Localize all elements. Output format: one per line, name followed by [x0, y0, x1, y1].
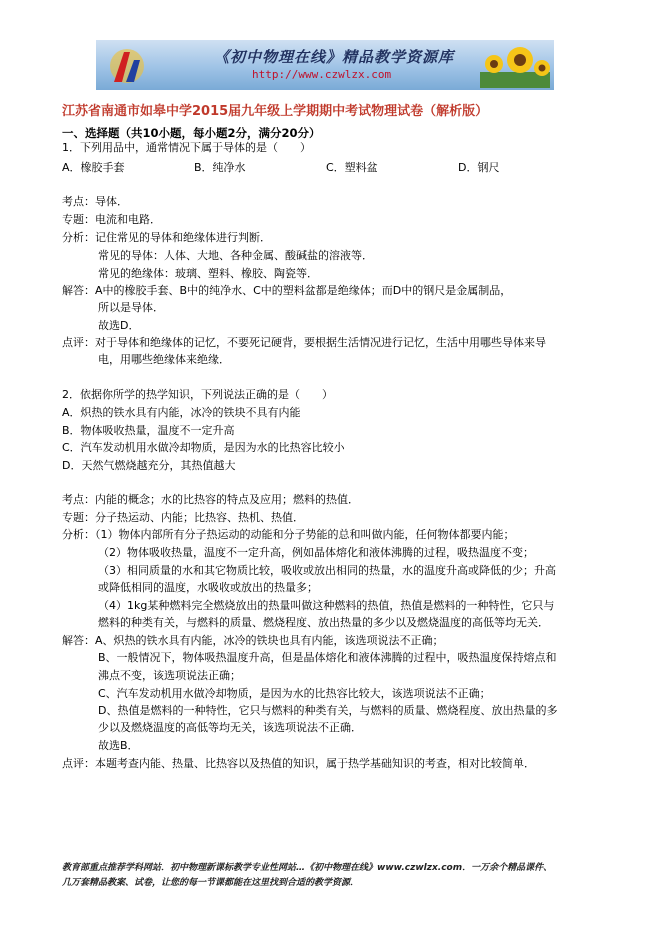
q1-fenxi-line: 常见的导体：人体、大地、各种金属、酸碱盐的溶液等．	[98, 249, 373, 262]
q2-option-a: A．炽热的铁水具有内能，冰冷的铁块不具有内能	[62, 406, 301, 419]
q2-fenxi-line: 或降低相同的温度，水吸收或放出的热量多；	[98, 581, 318, 594]
q1-dianping-line: 点评：对于导体和绝缘体的记忆，不要死记硬背，要根据生活情况进行记忆，生活中用哪些导体来导	[62, 336, 546, 349]
q2-option-b: B．物体吸收热量，温度不一定升高	[62, 424, 235, 437]
footer-line: 几万套精品教案、试卷，让您的每一节课都能在这里找到合适的教学资源．	[62, 878, 360, 888]
q2-option-c: C．汽车发动机用水做冷却物质，是因为水的比热容比较小	[62, 441, 345, 454]
q1-option-d: D．钢尺	[458, 161, 500, 174]
q2-jieda-line: 沸点不变，该选项说法正确；	[98, 669, 241, 682]
q1-jieda-line: 所以是导体．	[98, 301, 164, 314]
q2-jieda-line: D、热值是燃料的一种特性，它只与燃料的种类有关，与燃料的质量、燃烧程度、放出热量的多	[98, 704, 558, 717]
q1-dianping-line: 电，用哪些绝缘体来绝缘．	[98, 353, 230, 366]
site-banner[interactable]	[96, 40, 554, 90]
q1-zhuanti: 专题：电流和电路．	[62, 213, 161, 226]
q2-dianping-line: 点评：本题考查内能、热量、比热容以及热值的知识，属于热学基础知识的考查，相对比较简单．	[62, 757, 535, 770]
q2-fenxi-line: （4）1kg某种燃料完全燃烧放出的热量叫做这种燃料的热值，热值是燃料的一种特性，它只与	[98, 599, 555, 612]
q1-fenxi-line: 常见的绝缘体：玻璃、塑料、橡胶、陶瓷等．	[98, 267, 318, 280]
q2-zhuanti: 专题：分子热运动、内能；比热容、热机、热值．	[62, 511, 304, 524]
q2-fenxi-line: 分析：（1）物体内部所有分子热运动的动能和分子势能的总和叫做内能，任何物体都要内能；	[62, 528, 515, 541]
q1-option-a: A．橡胶手套	[62, 161, 125, 174]
footer-line: 教育部重点推荐学科网站．初中物理新课标教学专业性网站…《初中物理在线》www.czwlzx.com．一万余个精品课件、	[62, 863, 553, 873]
q1-stem: 1．下列用品中，通常情况下属于导体的是（ ）	[62, 141, 311, 154]
q2-jieda-line: 故选B．	[98, 739, 139, 752]
banner-title: 《初中物理在线》精品教学资源库	[214, 48, 455, 66]
q1-kaodian: 考点：导体．	[62, 195, 128, 208]
sunflower-icon	[480, 42, 550, 88]
q1-jieda-line: 故选D．	[98, 319, 140, 332]
q1-jieda-line: 解答：A中的橡胶手套、B中的纯净水、C中的塑料盆都是绝缘体；而D中的钢尺是金属制品，	[62, 284, 512, 297]
q2-kaodian: 考点：内能的概念；水的比热容的特点及应用；燃料的热值．	[62, 493, 359, 506]
q2-fenxi-line: （2）物体吸收热量，温度不一定升高，例如晶体熔化和液体沸腾的过程，吸热温度不变；	[98, 546, 534, 559]
q2-jieda-line: C、汽车发动机用水做冷却物质，是因为水的比热容比较大，该选项说法不正确；	[98, 687, 491, 700]
document-title: 江苏省南通市如皋中学2015届九年级上学期期中考试物理试卷（解析版）	[62, 104, 489, 119]
q2-jieda-line: 解答：A、炽热的铁水具有内能，冰冷的铁块也具有内能，该选项说法不正确；	[62, 634, 444, 647]
q1-fenxi-line: 分析：记住常见的导体和绝缘体进行判断．	[62, 231, 271, 244]
q2-option-d: D．天然气燃烧越充分，其热值越大	[62, 459, 236, 472]
q1-option-b: B．纯净水	[194, 161, 246, 174]
banner-url[interactable]: http://www.czwlzx.com	[252, 68, 392, 81]
q2-jieda-line: B、一般情况下，物体吸热温度升高，但是晶体熔化和液体沸腾的过程中，吸热温度保持熔点和	[98, 651, 557, 664]
q1-option-c: C．塑料盆	[326, 161, 378, 174]
q2-fenxi-line: （3）相同质量的水和其它物质比较，吸收或放出相同的热量，水的温度升高或降低的少；升高	[98, 564, 556, 577]
q2-fenxi-line: 燃料的种类有关，与燃料的质量、燃烧程度、放出热量的多少以及燃烧温度的高低等均无关．	[98, 616, 549, 629]
q2-jieda-line: 少以及燃烧温度的高低等均无关，该选项说法不正确．	[98, 721, 362, 734]
page-footer	[62, 861, 552, 891]
q2-stem: 2．依据你所学的热学知识，下列说法正确的是（ ）	[62, 388, 333, 401]
section-heading: 一、选择题（共10小题，每小题2分，满分20分）	[62, 126, 321, 140]
site-logo-icon	[104, 44, 150, 86]
